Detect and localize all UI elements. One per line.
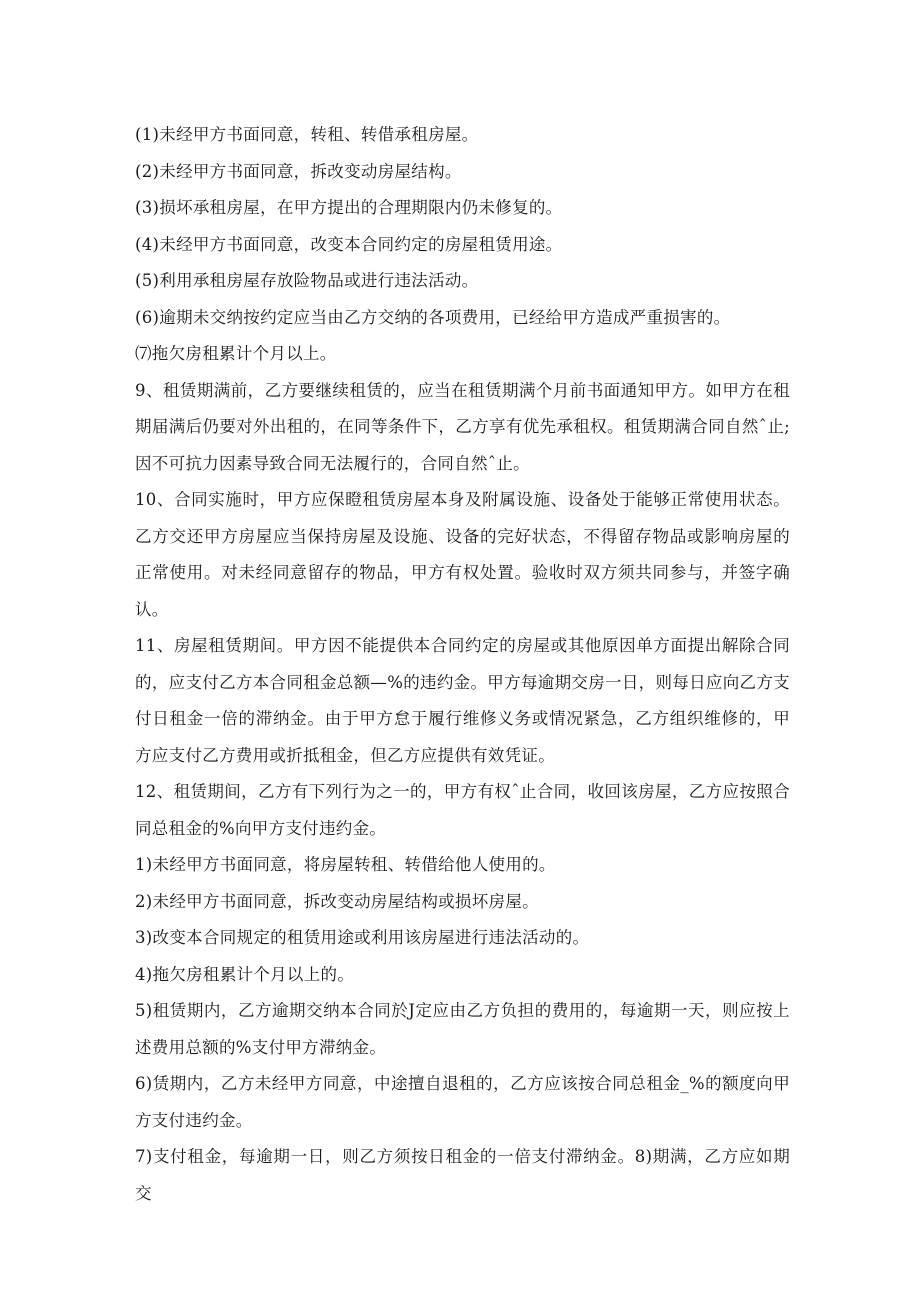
clause-12-item-4: 4)拖欠房租累计个月以上的。 <box>135 964 355 984</box>
clause-12-item-1: 1)未经甲方书面同意，将房屋转租、转借给他人使用的。 <box>135 855 556 874</box>
paragraph-4: (4)未经甲方书面同意，改变本合同约定的房屋租赁用途。 <box>135 234 563 254</box>
clause-9: 9、租赁期满前，乙方要继续租赁的，应当在租赁期满个月前书面通知甲方。如甲方在租期届满后仍要对外出租的，在同等条件下，乙方享有优先承租权。租赁期满合同自然ˆ止;因不可抗力因素导致合同无法履行的，合同自然ˆ止。 <box>135 380 790 473</box>
paragraph-3: (3)损坏承租房屋，在甲方提出的合理期限内仍未修复的。 <box>135 198 563 217</box>
paragraph-5: (5)利用承租房屋存放险物品或进行违法活动。 <box>135 271 479 290</box>
paragraph-2: (2)未经甲方书面同意，拆改变动房屋结构。 <box>135 161 462 181</box>
clause-12: 12、租赁期间，乙方有下列行为之一的，甲方有权ˆ止合同，收回该房屋，乙方应按照合同总租金的%向甲方支付违约金。 <box>135 782 790 838</box>
clause-10: 10、合同实施时，甲方应保瞪租赁房屋本身及附属设施、设备处于能够正常使用状态。乙方交还甲方房屋应当保持房屋及设施、设备的完好状态，不得留存物品或影响房屋的正常使用。对未经同意留存的物品，甲方有权处置。验收时双方须共同参与，并签字确认。 <box>135 490 790 619</box>
clause-11: 11、房屋租赁期间。甲方因不能提供本合同约定的房屋或其他原因单方面提出解除合同的，应支付乙方本合同租金总额—%的违约金。甲方每逾期交房一日，则每日应向乙方支付日租金一倍的滞纳金。由于甲方怠于履行维修义务或情况紧急，乙方组织维修的，甲方应支付乙方费用或折抵租金，但乙方应提供有效凭证。 <box>135 636 790 765</box>
paragraph-1: (1)未经甲方书面同意，转租、转借承租房屋。 <box>135 125 479 144</box>
paragraph-6: (6)逾期未交纳按约定应当由乙方交纳的各项费用，已经给甲方造成严重损害的。 <box>135 307 731 327</box>
clause-12-item-7: 7)支付租金，每逾期一日，则乙方须按日租金的一倍支付滞纳金。8)期满，乙方应如期交 <box>135 1147 790 1203</box>
clause-12-item-3: 3)改变本合同规定的租赁用途或利用该房屋进行违法活动的。 <box>135 928 590 947</box>
paragraph-7: ⑺拖欠房租累计个月以上。 <box>135 344 337 363</box>
clause-12-item-6: 6)赁期内，乙方未经甲方同意，中途擅自退租的，乙方应该按合同总租金_%的额度向甲方支付违约金。 <box>135 1074 790 1130</box>
clause-12-item-2: 2)未经甲方书面同意，拆改变动房屋结构或损坏房屋。 <box>135 891 539 911</box>
clause-12-item-5: 5)租赁期内，乙方逾期交纳本合同於J定应由乙方负担的费用的，每逾期一天，则应按上述费用总额的%支付甲方滞纳金。 <box>135 1001 790 1057</box>
document-body <box>135 117 790 1212</box>
